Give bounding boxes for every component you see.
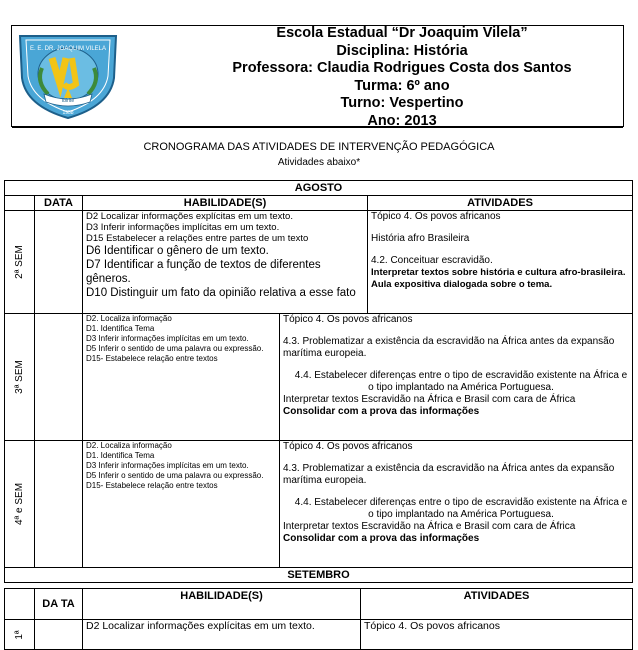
skills-cell: D2. Localiza informação D1. Identifica Tema D3 Inferir informações implícitas em um texto. D5 Inferir o sentido de uma palavra ou expressão. D15- Estabelece relação entre textos bbox=[83, 441, 280, 568]
activities-cell: Tópico 4. Os povos africanos bbox=[361, 620, 633, 650]
empty-cell bbox=[5, 589, 35, 620]
logo-year: 1958 bbox=[62, 110, 74, 116]
august-table bbox=[4, 180, 633, 583]
col-activities-header: ATIVIDADES bbox=[361, 589, 633, 620]
class: Turma: 6º ano bbox=[354, 77, 450, 94]
week-label: 1ª bbox=[5, 620, 35, 650]
table-row bbox=[5, 211, 633, 314]
month-header: SETEMBRO bbox=[5, 568, 633, 583]
skills-cell: D2 Localizar informações explícitas em um texto. bbox=[83, 620, 361, 650]
week-label: 3ª SEM bbox=[5, 314, 35, 441]
date-cell bbox=[35, 211, 83, 314]
document-title: CRONOGRAMA DAS ATIVIDADES DE INTERVENÇÃO PEDAGÓGICA bbox=[143, 141, 495, 153]
school-logo bbox=[14, 28, 122, 120]
teacher: Professora: Claudia Rodrigues Costa dos Santos bbox=[232, 60, 572, 76]
logo-ring-text: E. E. DR. JOAQUIM VILELA bbox=[29, 46, 107, 52]
activities-cell: Tópico 4. Os povos africanos História afro Brasileira 4.2. Conceituar escravidão. Interpretar textos sobre história e cultura afro-brasileira. Aula expositiva dialogada sobre o tema. bbox=[368, 211, 633, 314]
table-row bbox=[5, 620, 633, 650]
month-header: AGOSTO bbox=[5, 181, 633, 196]
empty-cell bbox=[5, 196, 35, 211]
week-label: 2ª SEM bbox=[5, 211, 35, 314]
title-block bbox=[0, 140, 638, 170]
table-row bbox=[5, 314, 633, 441]
skills-cell: D2. Localiza informação D1. Identifica Tema D3 Inferir informações implícitas em um texto. D5 Inferir o sentido de uma palavra ou expressão. D15- Estabelece relação entre textos bbox=[83, 314, 280, 441]
logo-banner-text: Ibirité bbox=[61, 98, 75, 104]
week-label: 4ª e SEM bbox=[5, 441, 35, 568]
discipline: Disciplina: História bbox=[336, 42, 468, 59]
col-skills-header: HABILIDADE(S) bbox=[83, 589, 361, 620]
activities-cell: Tópico 4. Os povos africanos 4.3. Problematizar a existência da escravidão na África antes da expansão marítima europeia. 4.4. Estabelecer diferenças entre o tipo de escravidão existente na África e o tipo implantado na América Portuguesa. Interpretar textos Escravidão na África e Brasil com cara de África Consolidar com a prova das informações bbox=[280, 441, 633, 568]
col-data-header: DATA bbox=[35, 196, 83, 211]
year: Ano: 2013 bbox=[367, 112, 437, 129]
col-skills-header: HABILIDADE(S) bbox=[83, 196, 368, 211]
activities-cell: Tópico 4. Os povos africanos 4.3. Problematizar a existência da escravidão na África antes da expansão marítima europeia. 4.4. Estabelecer diferenças entre o tipo de escravidão existente na África e o tipo implantado na América Portuguesa. Interpretar textos Escravidão na África e Brasil com cara de África Consolidar com a prova das informações bbox=[280, 314, 633, 441]
date-cell bbox=[35, 620, 83, 650]
document-subtitle: Atividades abaixo* bbox=[277, 157, 361, 168]
skills-cell: D2 Localizar informações explícitas em um texto. D3 Inferir informações implícitas em um texto. D15 Estabelecer a relações entre partes de um texto D6 Identificar o gênero de um texto. D7 Identificar a função de textos de diferentes gêneros. D10 Distinguir um fato da opinião relativa a esse fato bbox=[83, 211, 368, 314]
shift: Turno: Vespertino bbox=[340, 95, 464, 111]
school-name: Escola Estadual “Dr Joaquim Vilela” bbox=[276, 25, 528, 41]
date-cell bbox=[35, 314, 83, 441]
table-row bbox=[5, 441, 633, 568]
header-text bbox=[200, 25, 604, 130]
col-activities-header: ATIVIDADES bbox=[368, 196, 633, 211]
september-table bbox=[4, 588, 633, 650]
date-cell bbox=[35, 441, 83, 568]
col-data-header: DA TA bbox=[35, 589, 83, 620]
